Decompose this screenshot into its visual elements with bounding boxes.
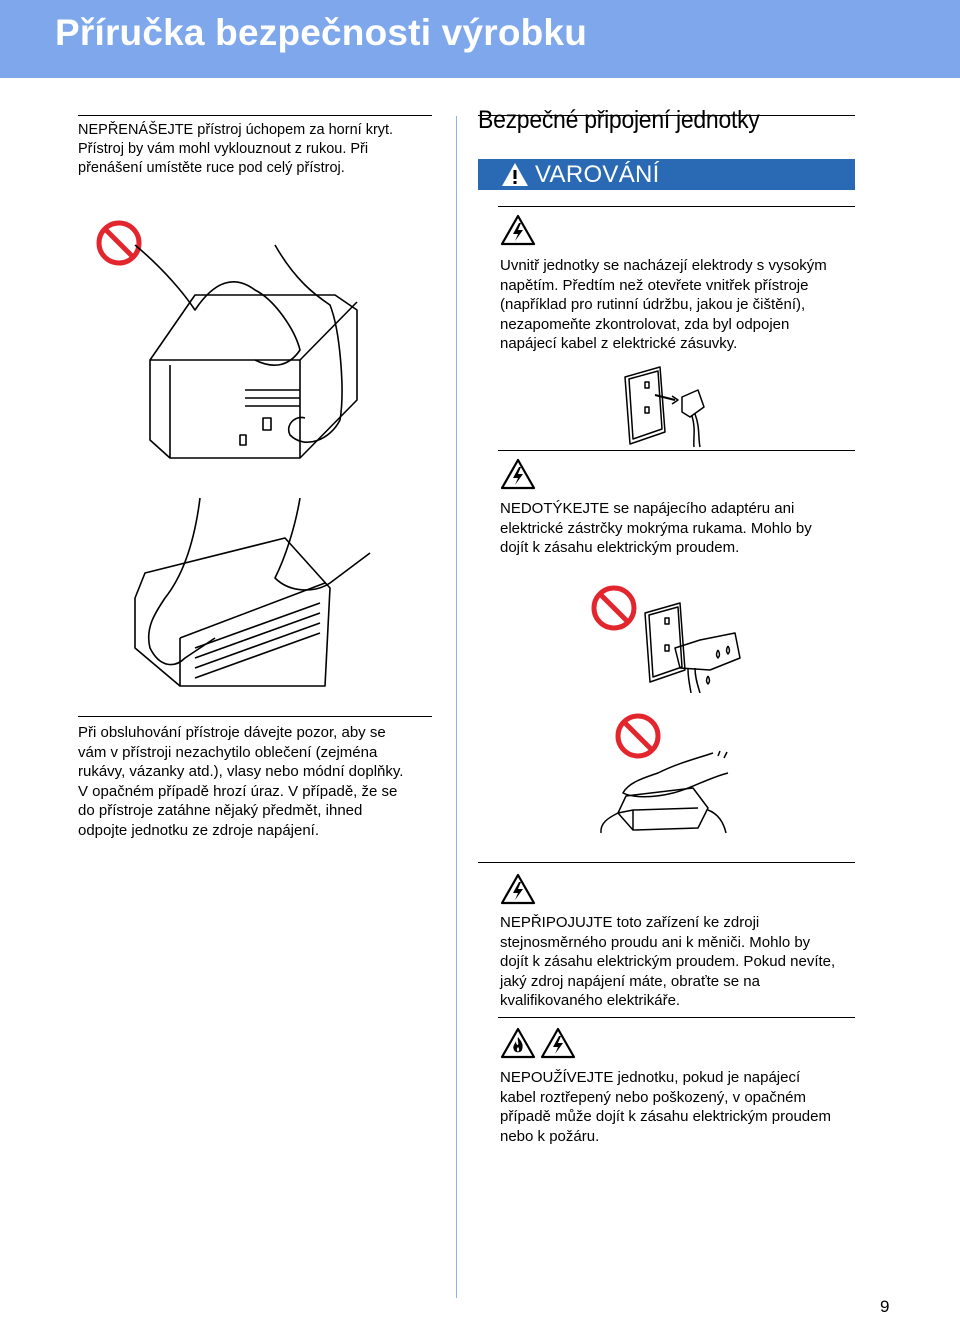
- clothing-warning-line: Při obsluhování přístroje dávejte pozor, aby se: [78, 724, 386, 741]
- wet-hands-warning-text: [500, 499, 860, 558]
- clothing-warning-line: vám v přístroji nezachytilo oblečení (zejména: [78, 743, 378, 761]
- clothing-warning-line: V opačném případě hrozí úraz. V případě, že se: [78, 782, 398, 800]
- carry-warning-line: Přístroj by vám mohl vyklouznout z rukou. Při: [78, 141, 369, 157]
- fire-hazard-icon: [500, 1027, 536, 1059]
- dc-power-warning-line: NEPŘIPOJUJTE toto zařízení ke zdroji: [500, 914, 760, 931]
- dc-power-warning-text: [500, 913, 860, 1011]
- section-rule: [78, 716, 432, 717]
- dc-power-warning-line: jaký zdroj napájení máte, obraťte se na: [500, 972, 760, 990]
- carry-wrong-illustration: [125, 240, 375, 460]
- dc-power-warning-line: kvalifikovaného elektrikáře.: [500, 992, 681, 1009]
- prohibition-icon: [590, 584, 638, 632]
- unplug-illustration: [620, 362, 720, 448]
- electrodes-warning-line: nezapomeňte zkontrolovat, zda byl odpojen: [500, 315, 790, 333]
- electric-hazard-icon: [500, 214, 536, 246]
- warning-icon: [501, 162, 529, 187]
- section-rule: [478, 862, 855, 863]
- damaged-cable-warning-line: kabel roztřepený nebo poškozený, v opačném: [500, 1088, 807, 1106]
- carry-warning-line: NEPŘENÁŠEJTE přístroj úchopem za horní kryt.: [78, 122, 394, 138]
- clothing-warning-line: do přístroje zatáhne nějaký předmět, ihned: [78, 802, 363, 819]
- damaged-cable-warning-line: nebo k požáru.: [500, 1127, 600, 1145]
- electrodes-warning-line: Uvnitř jednotky se nacházejí elektrody s vysokým: [500, 257, 827, 274]
- wet-hands-warning-line: elektrické zástrčky mokrýma rukama. Mohlo by: [500, 519, 812, 537]
- electrodes-warning-line: napětím. Předtím než otevřete vnitřek přístroje: [500, 276, 809, 294]
- dc-power-warning-line: dojít k zásahu elektrickým proudem. Pokud nevíte,: [500, 953, 836, 970]
- electrodes-warning-line: (například pro rutinní údržbu, jakou je čištění),: [500, 296, 806, 313]
- electric-hazard-icon: [540, 1027, 576, 1059]
- carry-correct-illustration: [125, 498, 380, 693]
- carry-warning-text: [78, 121, 448, 178]
- warning-banner: [478, 159, 855, 190]
- section-title: Bezpečné připojení jednotky: [478, 106, 760, 134]
- column-divider: [456, 116, 457, 1298]
- carry-warning-line: přenášení umístěte ruce pod celý přístroj.: [78, 160, 345, 176]
- section-rule: [498, 1017, 855, 1018]
- section-rule: [78, 115, 432, 116]
- clothing-warning-line: odpojte jednotku ze zdroje napájení.: [78, 821, 320, 839]
- damaged-cable-warning-text: [500, 1068, 860, 1146]
- section-rule: [498, 206, 855, 207]
- page-title: Příručka bezpečnosti výrobku: [55, 12, 588, 53]
- damaged-cable-warning-line: NEPOUŽÍVEJTE jednotku, pokud je napájecí: [500, 1069, 801, 1086]
- clothing-warning-line: rukávy, vázanky atd.), vlasy nebo módní doplňky.: [78, 763, 404, 780]
- dc-power-warning-line: stejnosměrného proudu ani k měniči. Mohlo by: [500, 933, 811, 951]
- adapter-touch-illustration: [598, 748, 738, 838]
- warning-label: VAROVÁNÍ: [535, 161, 660, 188]
- electric-hazard-icon: [500, 873, 536, 905]
- page-number: 9: [880, 1297, 890, 1316]
- electric-hazard-icon: [500, 458, 536, 490]
- header-band: [0, 0, 960, 78]
- wet-hands-warning-line: dojít k zásahu elektrickým proudem.: [500, 539, 740, 556]
- electrodes-warning-line: napájecí kabel z elektrické zásuvky.: [500, 335, 738, 352]
- electrodes-warning-text: [500, 256, 860, 354]
- section-rule: [498, 450, 855, 451]
- clothing-warning-text: [78, 723, 448, 840]
- wet-hands-warning-line: NEDOTÝKEJTE se napájecího adaptéru ani: [500, 500, 795, 517]
- damaged-cable-warning-line: případě může dojít k zásahu elektrickým proudem: [500, 1108, 831, 1125]
- wet-hands-illustration: [640, 598, 750, 693]
